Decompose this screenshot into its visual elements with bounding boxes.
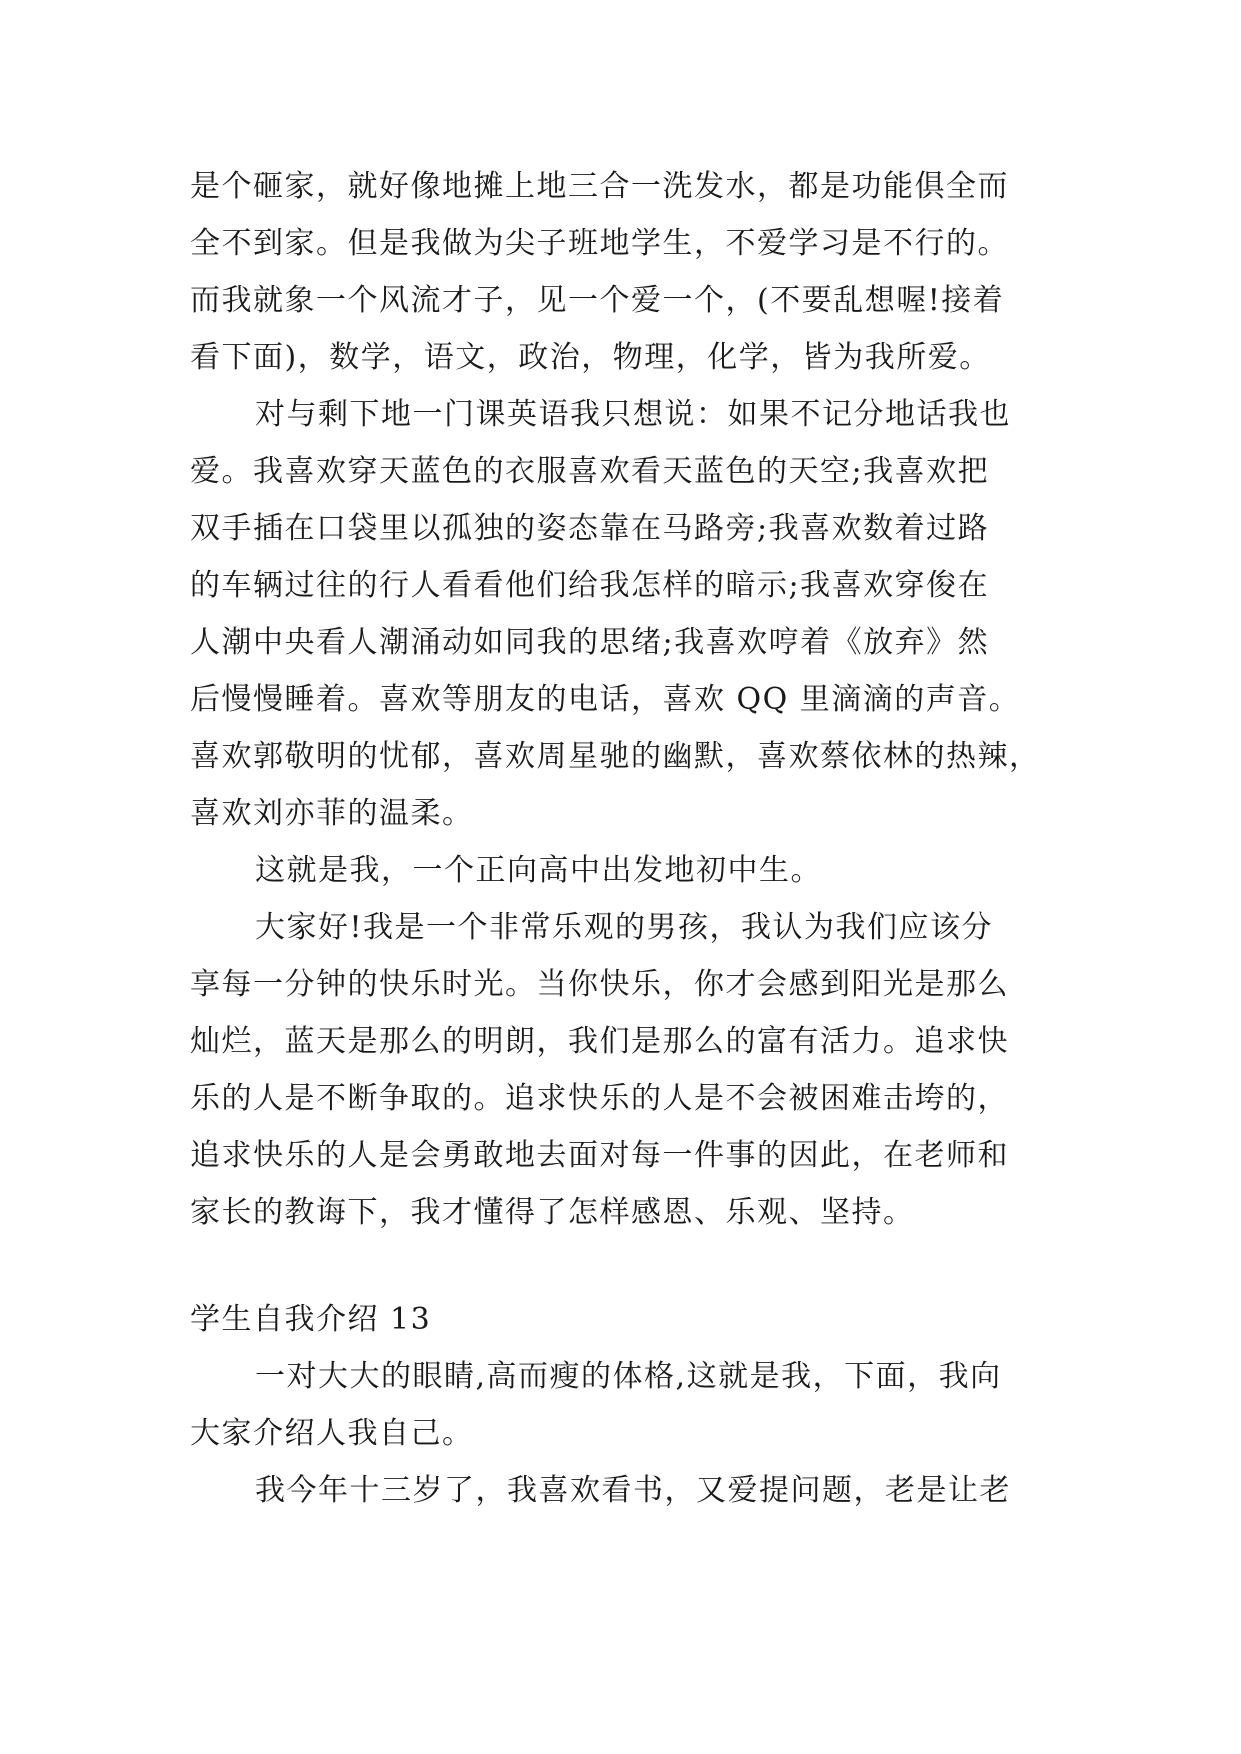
document-body (190, 158, 1070, 1519)
text-line: 我今年十三岁了，我喜欢看书，又爱提问题，老是让老 (255, 1473, 1011, 1508)
text-line: 大家介绍人我自己。 (190, 1416, 474, 1451)
text-line: 这就是我，一个正向高中出发地初中生。 (255, 853, 822, 888)
text-line: 是个砸家，就好像地摊上地三合一洗发水，都是功能俱全而 (190, 169, 1009, 204)
section-gap (190, 1241, 1070, 1291)
text-line: 灿烂，蓝天是那么的明朗，我们是那么的富有活力。追求快 (190, 1024, 1009, 1059)
section-heading: 学生自我介绍 13 (190, 1302, 432, 1337)
text-line: 看下面)，数学，语文，政治，物理，化学，皆为我所爱。 (190, 340, 991, 375)
text-line: 喜欢刘亦菲的温柔。 (190, 796, 474, 831)
text-line: 大家好!我是一个非常乐观的男孩，我认为我们应该分 (255, 910, 994, 945)
text-line: 人潮中央看人潮涌动如同我的思绪;我喜欢哼着《放弃》然 (190, 625, 990, 660)
text-line: 家长的教诲下，我才懂得了怎样感恩、乐观、坚持。 (190, 1195, 915, 1230)
text-line: 而我就象一个风流才子，见一个爱一个，(不要乱想喔!接着 (190, 283, 1005, 318)
text-line: 乐的人是不断争取的。追求快乐的人是不会被困难击垮的， (190, 1081, 1009, 1116)
text-line: 后慢慢睡着。喜欢等朋友的电话，喜欢 QQ 里滴滴的声音。 (190, 682, 1021, 717)
text-line: 双手插在口袋里以孤独的姿态靠在马路旁;我喜欢数着过路 (190, 511, 990, 546)
text-line: 享每一分钟的快乐时光。当你快乐，你才会感到阳光是那么 (190, 967, 1009, 1002)
text-line: 全不到家。但是我做为尖子班地学生，不爱学习是不行的。 (190, 226, 1009, 261)
text-line: 一对大大的眼睛,高而瘦的体格,这就是我，下面，我向 (255, 1359, 1002, 1394)
text-line: 爱。我喜欢穿天蓝色的衣服喜欢看天蓝色的天空;我喜欢把 (190, 454, 990, 489)
text-line: 对与剩下地一门课英语我只想说：如果不记分地话我也 (255, 397, 1011, 432)
text-line: 追求快乐的人是会勇敢地去面对每一件事的因此，在老师和 (190, 1138, 1009, 1173)
text-line: 喜欢郭敬明的忧郁，喜欢周星驰的幽默，喜欢蔡依林的热辣， (190, 739, 1041, 774)
text-line: 的车辆过往的行人看看他们给我怎样的暗示;我喜欢穿俊在 (190, 568, 990, 603)
